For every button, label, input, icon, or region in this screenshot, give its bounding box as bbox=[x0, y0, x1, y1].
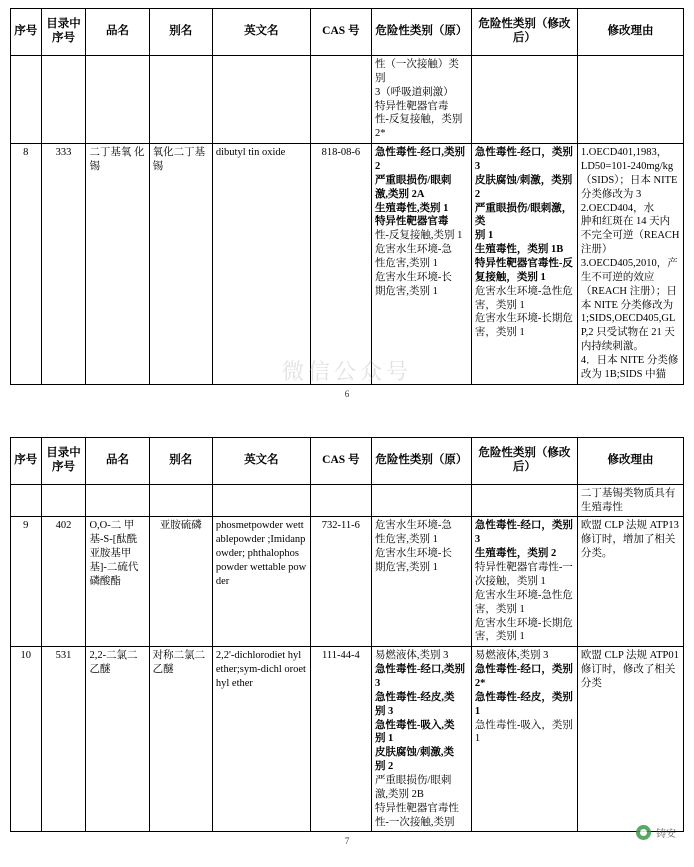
cell-english-name bbox=[212, 484, 310, 517]
cell-index bbox=[11, 56, 42, 144]
col-header-hazard-revised: 危险性类别（修改后） bbox=[471, 9, 577, 56]
watermark bbox=[636, 825, 676, 840]
col-header-hazard-original: 危险性类别（原） bbox=[371, 437, 471, 484]
cell-index bbox=[11, 484, 42, 517]
cell-reason: 欧盟 CLP 法规 ATP13 修订时，增加了相关 分类。 bbox=[577, 517, 683, 647]
table-header-row bbox=[11, 9, 684, 56]
col-header-alias: 别名 bbox=[149, 437, 212, 484]
cell-catalog-no: 531 bbox=[41, 647, 86, 832]
cell-hazard-original: 易燃液体,类别 3 急性毒性-经口,类别 3 急性毒性-经皮,类 别 3 急性毒性-吸入,类 别 1 皮肤腐蚀/刺激,类 别 2 严重眼损伤/眼刺 激,类别 2B 特异性靶器官毒性 性-一次接触,类别 bbox=[371, 647, 471, 832]
col-header-index: 序号 bbox=[11, 9, 42, 56]
table-row bbox=[11, 517, 684, 647]
cell-cas bbox=[310, 484, 371, 517]
cell-hazard-revised: 急性毒性-经口，类别 3 皮肤腐蚀/刺激，类别 2 严重眼损伤/眼刺激，类 别 1 生殖毒性，类别 1B 特异性靶器官毒性-反 复接触，类别 1 危害水生环境-急性危 害，类别 1 危害水生环境-长期危 害，类别 1 bbox=[471, 144, 577, 385]
cell-english-name: dibutyl tin oxide bbox=[212, 144, 310, 385]
cell-hazard-revised bbox=[471, 56, 577, 144]
cell-alias: 氧化二丁基 锡 bbox=[149, 144, 212, 385]
col-header-english-name: 英文名 bbox=[212, 9, 310, 56]
cell-cas: 111-44-4 bbox=[310, 647, 371, 832]
cell-cas: 818-08-6 bbox=[310, 144, 371, 385]
col-header-name: 品名 bbox=[86, 9, 149, 56]
cell-hazard-revised: 急性毒性-经口，类别 3 生殖毒性，类别 2 特异性靶器官毒性-一 次接触，类别 1 危害水生环境-急性危 害，类别 1 危害水生环境-长期危 害，类别 1 bbox=[471, 517, 577, 647]
cell-hazard-original bbox=[371, 484, 471, 517]
cell-index: 10 bbox=[11, 647, 42, 832]
cell-alias bbox=[149, 56, 212, 144]
document-page-6 bbox=[0, 0, 694, 403]
cell-catalog-no bbox=[41, 56, 86, 144]
cell-hazard-original: 性（一次接触）类别 3（呼吸道刺激） 特异性靶器官毒 性-反复接触，类别 2* bbox=[371, 56, 471, 144]
cell-alias: 对称二氯二 乙醚 bbox=[149, 647, 212, 832]
cell-name: O,O-二 甲 基-S-[酞酰 亚胺基甲 基]-二硫代 磷酸酯 bbox=[86, 517, 149, 647]
hazard-table-page-6 bbox=[10, 8, 684, 385]
cell-cas bbox=[310, 56, 371, 144]
table-row bbox=[11, 484, 684, 517]
cell-hazard-original: 急性毒性-经口,类别 2 严重眼损伤/眼刺 激,类别 2A 生殖毒性,类别 1 特异性靶器官毒 性-反复接触,类别 1 危害水生环境-急 性危害,类别 1 危害水生环境-长 期危害,类别 1 bbox=[371, 144, 471, 385]
cell-reason: 二丁基锡类物质具有 生殖毒性 bbox=[577, 484, 683, 517]
cell-english-name: phosmetpowder wettablepowder ;Imidanpowder; phthalophos powder wettable powder bbox=[212, 517, 310, 647]
cell-cas: 732-11-6 bbox=[310, 517, 371, 647]
hazard-table-page-7 bbox=[10, 437, 684, 833]
document-page-7 bbox=[0, 429, 694, 851]
page-separator bbox=[0, 403, 694, 429]
col-header-alias: 别名 bbox=[149, 9, 212, 56]
cell-reason: 1.OECD401,1983， LD50=101-240mg/kg （SIDS）；日本 NITE 分类修改为 3 2.OECD404，水 肿和红斑在 14 天内 不完全可逆（REACH 注册） 3.OECD405,2010，产 生不可逆的效应 （REACH 注册）；日 本 NITE 分类修改为 1;SIDS,OECD405,GL P,2 只受试物在 21 天 内持续刺激。 4．日本 NITE 分类修 改为 1B;SIDS 中猫 bbox=[577, 144, 683, 385]
cell-name: 二丁基氧 化锡 bbox=[86, 144, 149, 385]
cell-index: 8 bbox=[11, 144, 42, 385]
cell-hazard-revised: 易燃液体,类别 3 急性毒性-经口，类别 2* 急性毒性-经皮，类别 1 急性毒性-吸入，类别 1 bbox=[471, 647, 577, 832]
cell-name bbox=[86, 56, 149, 144]
table-row bbox=[11, 144, 684, 385]
cell-name: 2,2-二氯二 乙醚 bbox=[86, 647, 149, 832]
col-header-cas: CAS 号 bbox=[310, 9, 371, 56]
page-number: 7 bbox=[344, 836, 350, 847]
watermark-label: 铸安 bbox=[656, 829, 676, 841]
cell-alias bbox=[149, 484, 212, 517]
cell-hazard-revised bbox=[471, 484, 577, 517]
cell-reason bbox=[577, 56, 683, 144]
cell-english-name bbox=[212, 56, 310, 144]
col-header-reason: 修改理由 bbox=[577, 9, 683, 56]
page-watermark: 微信公众号 bbox=[281, 359, 412, 384]
table-header-row bbox=[11, 437, 684, 484]
table-row bbox=[11, 56, 684, 144]
col-header-reason: 修改理由 bbox=[577, 437, 683, 484]
cell-name bbox=[86, 484, 149, 517]
page-number: 6 bbox=[344, 388, 350, 399]
cell-catalog-no: 402 bbox=[41, 517, 86, 647]
col-header-catalog-no: 目录中序号 bbox=[41, 9, 86, 56]
col-header-cas: CAS 号 bbox=[310, 437, 371, 484]
cell-hazard-original: 危害水生环境-急 性危害,类别 1 危害水生环境-长 期危害,类别 1 bbox=[371, 517, 471, 647]
col-header-hazard-original: 危险性类别（原） bbox=[371, 9, 471, 56]
cell-index: 9 bbox=[11, 517, 42, 647]
cell-alias: 亚胺硫磷 bbox=[149, 517, 212, 647]
cell-reason: 欧盟 CLP 法规 ATP01 修订时，修改了相关 分类 bbox=[577, 647, 683, 832]
cell-english-name: 2,2'-dichlorodiet hyl ether;sym-dichl oroethyl ether bbox=[212, 647, 310, 832]
table-row bbox=[11, 647, 684, 832]
col-header-index: 序号 bbox=[11, 437, 42, 484]
col-header-catalog-no: 目录中序号 bbox=[41, 437, 86, 484]
col-header-name: 品名 bbox=[86, 437, 149, 484]
col-header-hazard-revised: 危险性类别（修改后） bbox=[471, 437, 577, 484]
cell-catalog-no bbox=[41, 484, 86, 517]
brand-logo-icon bbox=[636, 825, 651, 840]
cell-catalog-no: 333 bbox=[41, 144, 86, 385]
col-header-english-name: 英文名 bbox=[212, 437, 310, 484]
